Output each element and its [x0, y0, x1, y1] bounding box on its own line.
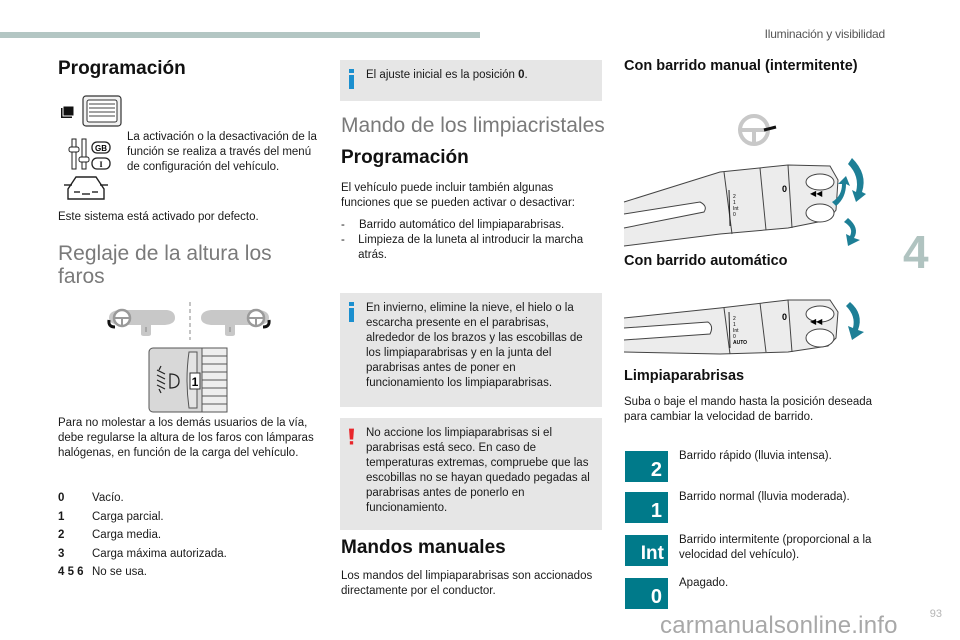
manual-controls-heading: Mandos manuales	[341, 537, 506, 558]
wiper-stalk-auto-figure	[620, 290, 880, 362]
wiper-stalk	[624, 165, 838, 246]
svg-text:1: 1	[733, 200, 736, 206]
svg-text:◀◀: ◀◀	[810, 189, 823, 198]
speed-row-0	[625, 578, 885, 614]
speed-description: Barrido normal (lluvia moderada).	[679, 491, 850, 503]
wiper-functions-list	[341, 218, 603, 263]
info-icon	[349, 69, 354, 89]
steering-wheel-icon	[740, 116, 776, 144]
svg-text:1: 1	[733, 322, 736, 328]
screen-menu-icon	[61, 96, 121, 126]
manual-controls-text: Los mandos del limpiaparabrisas son accionados directamente por el conductor.	[341, 570, 593, 597]
load-row: 1 Carga parcial.	[58, 510, 164, 523]
wiper-programming-heading: Programación	[341, 147, 469, 168]
svg-text:1: 1	[191, 375, 199, 389]
svg-text:I: I	[99, 160, 103, 169]
svg-text:0: 0	[782, 184, 788, 194]
list-item: - Limpieza de la luneta al introducir la marcha atrás.	[341, 234, 584, 261]
auto-wipe-heading: Con barrido automático	[624, 253, 788, 269]
page-number: 93	[929, 608, 942, 620]
svg-text:Int: Int	[733, 206, 739, 212]
speed-badge: Int	[625, 535, 668, 566]
initial-position-note: El ajuste inicial es la posición 0.	[340, 60, 602, 101]
svg-text:2: 2	[733, 316, 736, 322]
load-row: 3 Carga máxima autorizada.	[58, 547, 227, 560]
warning-icon	[349, 427, 354, 447]
svg-text:0: 0	[782, 312, 788, 322]
speed-description: Barrido rápido (lluvia intensa).	[679, 450, 832, 462]
winter-info-note: En invierno, elimine la nieve, el hielo o la escarcha presente en el parabrisas, alrededor de los brazos y las escobillas de los limpiaparabrisas y en la junta del parabrisas antes de poner en funcionamiento los limpiaparabrisas.	[340, 293, 602, 407]
speed-description: Apagado.	[679, 577, 729, 589]
info-icon	[349, 302, 354, 322]
speed-badge: 0	[625, 578, 668, 609]
language-i-icon	[92, 158, 110, 169]
svg-text:Int: Int	[733, 328, 739, 334]
wiper-stalk-manual-figure	[620, 110, 880, 250]
menu-activation-text: La activación o la desactivación de la función se realiza a través del menú de configuración del vehículo.	[127, 131, 317, 173]
headlamp-adjuster-figure	[105, 300, 275, 415]
chapter-title: Iluminación y visibilidad	[764, 27, 885, 41]
wiper-programming-intro: El vehículo puede incluir también algunas funciones que se pueden activar o desactivar:	[341, 182, 575, 209]
language-gb-icon	[92, 142, 110, 153]
programming-heading: Programación	[58, 58, 186, 79]
watermark: carmanualsonline.info	[660, 612, 898, 639]
rotate-arrows-icon	[832, 158, 866, 246]
headlamp-adjust-paragraph: Para no molestar a los demás usuarios de la vía, debe regularse la altura de los faros con lámparas halógenas, en función de la carga del vehículo.	[58, 417, 314, 459]
svg-text:2: 2	[733, 194, 736, 200]
speed-row-2	[625, 451, 885, 487]
list-item: - Barrido automático del limpiaparabrisas.	[341, 219, 565, 231]
right-hand-drive-icon	[201, 310, 269, 336]
rotate-down-arrow-icon	[846, 302, 864, 340]
svg-text:◀◀: ◀◀	[810, 317, 823, 326]
load-positions-list	[58, 489, 320, 582]
left-hand-drive-icon	[109, 310, 175, 336]
svg-text:AUTO: AUTO	[733, 340, 748, 346]
wiper-control-heading: Mando de los limpiacristales	[341, 114, 605, 137]
speed-badge: 1	[625, 492, 668, 523]
speed-badge: 2	[625, 451, 668, 482]
menu-icon-stack	[60, 95, 124, 205]
load-row: 0 Vacío.	[58, 492, 124, 504]
load-row: 2 Carga media.	[58, 529, 162, 541]
headlamp-height-heading: Reglaje de la altura los faros	[58, 242, 272, 288]
dry-windscreen-warning: No accione los limpiaparabrisas si el parabrisas está seco. En caso de temperaturas extremas, compruebe que las escobillas no se hayan quedado pegadas al parabrisas antes de ponerlo en funcionamiento.	[340, 418, 602, 530]
load-row: 4 5 6 No se usa.	[58, 566, 147, 578]
chapter-number-tab: 4	[903, 226, 929, 278]
car-front-icon	[64, 177, 108, 199]
svg-text:0: 0	[733, 212, 736, 218]
speed-description: Barrido intermitente (proporcional a la velocidad del vehículo).	[679, 534, 872, 561]
speed-row-int	[625, 535, 885, 571]
settings-sliders-icon	[69, 139, 89, 169]
wiper-stalk	[624, 300, 838, 354]
wipers-speed-text: Suba o baje el mando hasta la posición deseada para cambiar la velocidad de barrido.	[624, 396, 873, 423]
chapter-color-bar	[0, 32, 480, 38]
default-active-text: Este sistema está activado por defecto.	[58, 211, 259, 223]
manual-wipe-heading: Con barrido manual (intermitente)	[624, 58, 858, 74]
windscreen-wipers-heading: Limpiaparabrisas	[624, 368, 745, 384]
svg-text:GB: GB	[95, 144, 107, 153]
svg-text:0: 0	[733, 334, 736, 340]
speed-row-1	[625, 492, 885, 528]
headlamp-thumbwheel	[149, 348, 227, 412]
